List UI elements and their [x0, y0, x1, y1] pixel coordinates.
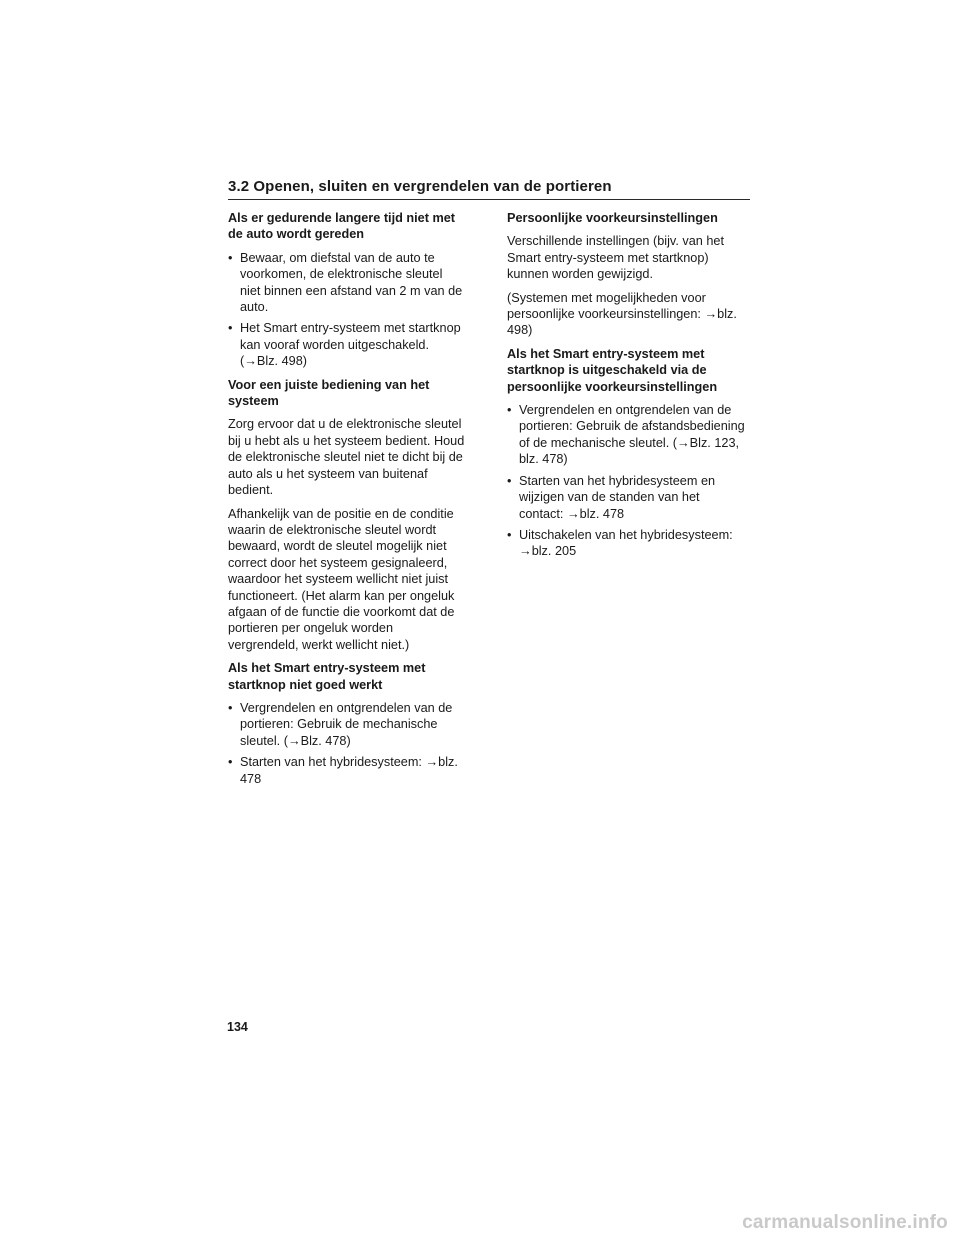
list-item [228, 250, 466, 316]
bullet-icon: • [507, 403, 512, 418]
list-item-text: Uitschakelen van het hybridesysteem: →blz. 205 [519, 527, 733, 559]
paragraph: Afhankelijk van de positie en de conditie waarin de elektronische sleutel wordt bewaard, wordt de sleutel mogelijk niet correct door het systeem gesignaleerd, waardoor het systeem wellicht niet juist functioneert. (Het alarm kan per ongeluk afgaan of de functie die voorkomt dat de portieren per ongeluk worden vergrendeld, werkt wellicht niet.) [228, 506, 455, 652]
bullet-list-system-disabled [507, 402, 747, 560]
list-item [507, 402, 747, 468]
paragraph: (Systemen met mogelijkheden voor persoonlijke voorkeursinstellingen: →blz. 498) [507, 290, 737, 338]
list-item [507, 473, 747, 522]
page-number: 134 [227, 1020, 248, 1034]
bullet-icon: • [228, 700, 233, 715]
left-column [228, 210, 466, 794]
heading-system-malfunction: Als het Smart entry-systeem met startknop niet goed werkt [228, 661, 426, 692]
heading-system-disabled: Als het Smart entry-systeem met startknop is uitgeschakeld via de persoonlijke voorkeursinstellingen [507, 346, 718, 394]
section-title: 3.2 Openen, sluiten en vergrendelen van de portieren [228, 178, 612, 195]
bullet-icon: • [228, 755, 233, 770]
bullet-icon: • [507, 527, 512, 542]
list-item-text: Vergrendelen en ontgrendelen van de portieren: Gebruik de mechanische sleutel. (→Blz. 478) [240, 700, 453, 748]
bullet-icon: • [228, 321, 233, 336]
right-column [507, 210, 747, 567]
list-item [228, 700, 466, 749]
watermark: carmanualsonline.info [742, 1212, 948, 1233]
list-item [507, 527, 747, 560]
list-item-text: Starten van het hybridesysteem: →blz. 478 [240, 755, 458, 786]
list-item-text: Vergrendelen en ontgrendelen van de portieren: Gebruik de afstandsbediening of de mechanische sleutel. (→Blz. 123, blz. 478) [519, 403, 745, 467]
bullet-icon: • [228, 250, 233, 265]
bullet-list-long-term-parking [228, 250, 466, 370]
section-header [228, 178, 750, 200]
paragraph: Zorg ervoor dat u de elektronische sleutel bij u hebt als u het systeem bedient. Houd de elektronische sleutel niet te dicht bij de auto als u het systeem van buitenaf bedient. [228, 417, 465, 498]
list-item-text: Bewaar, om diefstal van de auto te voorkomen, de elektronische sleutel niet binnen een afstand van 2 m van de auto. [240, 250, 463, 315]
heading-long-term-parking: Als er gedurende langere tijd niet met de auto wordt gereden [228, 211, 456, 242]
heading-personal-settings: Persoonlijke voorkeursinstellingen [507, 211, 718, 225]
list-item-text: Starten van het hybridesysteem en wijzigen van de standen van het contact: →blz. 478 [519, 473, 716, 521]
list-item-text: Het Smart entry-systeem met startknop kan vooraf worden uitgeschakeld. (→Blz. 498) [240, 321, 461, 369]
paragraph: Verschillende instellingen (bijv. van het Smart entry-systeem met startknop) kunnen worden gewijzigd. [507, 234, 724, 282]
list-item [228, 320, 466, 369]
bullet-icon: • [507, 473, 512, 488]
bullet-list-system-malfunction [228, 700, 466, 787]
heading-correct-operation: Voor een juiste bediening van het systeem [228, 377, 430, 409]
list-item [228, 754, 466, 787]
